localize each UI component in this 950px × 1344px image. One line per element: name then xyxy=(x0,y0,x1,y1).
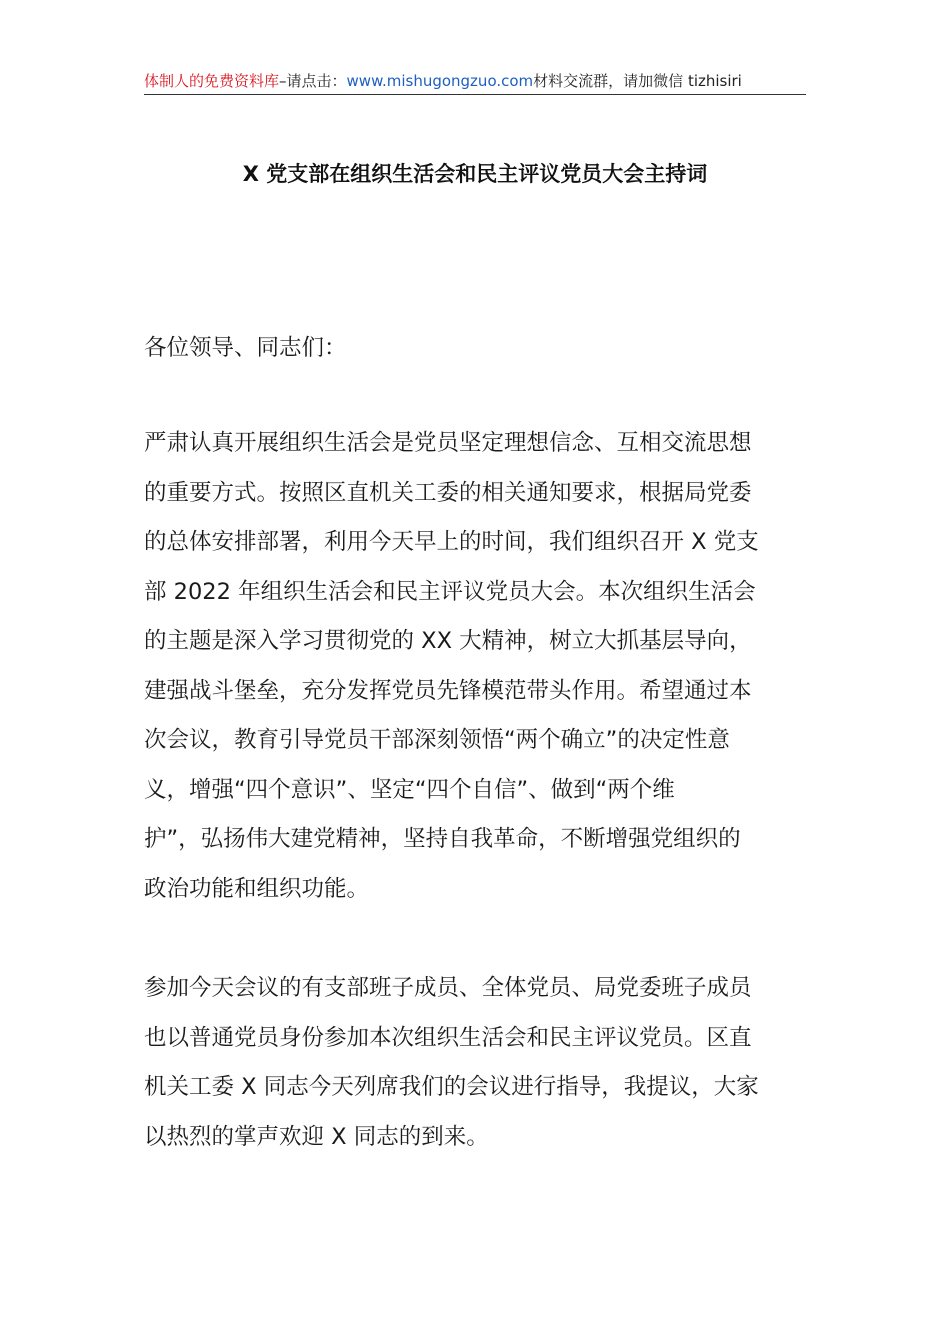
header-tail: 材料交流群，请加微信 tizhisiri xyxy=(533,72,742,90)
text-line: 的重要方式。按照区直机关工委的相关通知要求，根据局党委 xyxy=(144,479,752,506)
header-url-link[interactable]: www.mishugongzuo.com xyxy=(346,72,534,90)
text-line: 参加今天会议的有支部班子成员、全体党员、局党委班子成员 xyxy=(144,975,752,1001)
paragraph-2 xyxy=(144,964,806,1162)
text-line: 的总体安排部署，利用今天早上的时间，我们组织召开 X 党支 xyxy=(144,529,759,555)
text-line: 严肃认真开展组织生活会是党员坚定理想信念、互相交流思想 xyxy=(144,430,752,456)
text-line: 义，增强“四个意识”、坚定“四个自信”、做到“两个维 xyxy=(144,776,675,803)
page-header xyxy=(144,70,806,95)
salutation-line: 各位领导、同志们： xyxy=(144,335,347,361)
paragraph-1 xyxy=(144,419,806,914)
text-line: 次会议，教育引导党员干部深刻领悟“两个确立”的决定性意 xyxy=(144,727,730,753)
document-title: X 党支部在组织生活会和民主评议党员大会主持词 xyxy=(242,162,708,186)
header-brand: 体制人的免费资料库 xyxy=(144,72,280,90)
text-line: 机关工委 X 同志今天列席我们的会议进行指导，我提议，大家 xyxy=(144,1074,759,1100)
text-line: 也以普通党员身份参加本次组织生活会和民主评议党员。区直 xyxy=(144,1024,752,1051)
text-line: 以热烈的掌声欢迎 X 同志的到来。 xyxy=(144,1123,489,1150)
text-line: 部 2022 年组织生活会和民主评议党员大会。本次组织生活会 xyxy=(144,578,756,605)
text-line: 的主题是深入学习贯彻党的 XX 大精神，树立大抓基层导向， xyxy=(144,628,752,654)
text-line: 建强战斗堡垒，充分发挥党员先锋模范带头作用。希望通过本 xyxy=(144,677,752,704)
header-separator: –请点击： xyxy=(279,72,347,90)
salutation xyxy=(144,324,806,374)
text-line: 政治功能和组织功能。 xyxy=(144,875,370,902)
text-line: 护”，弘扬伟大建党精神，坚持自我革命，不断增强党组织的 xyxy=(144,826,741,852)
